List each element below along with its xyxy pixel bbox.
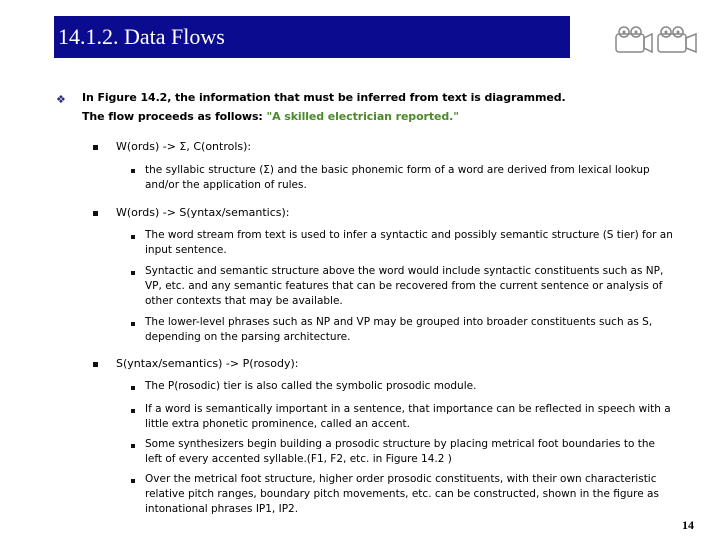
list-item: The word stream from text is used to infer a syntactic and possibly semantic structure (S tier) for an input sentence.: [145, 229, 673, 256]
square-bullet-icon: [131, 386, 135, 390]
intro-line-2-text: The flow proceeds as follows:: [82, 110, 267, 123]
list-item: Over the metrical foot structure, higher order prosodic constituents, with their own characteristic relative pitch ranges, boundary pitch movements, etc. can be constructed, shown in the figure as intonational phrases IP1, IP2.: [145, 473, 659, 515]
square-bullet-icon: [131, 235, 135, 239]
intro-line-2: [82, 110, 459, 123]
square-bullet-icon: [93, 145, 98, 150]
list-item: Some synthesizers begin building a prosodic structure by placing metrical foot boundaries to the left of every accented syllable.(F1, F2, etc. in Figure 14.2 ): [145, 438, 655, 465]
intro-line-1: In Figure 14.2, the information that must be inferred from text is diagrammed.: [82, 91, 566, 104]
section-heading: S(yntax/semantics) -> P(rosody):: [116, 357, 299, 370]
section-heading: W(ords) -> Σ, C(ontrols):: [116, 140, 252, 153]
square-bullet-icon: [131, 271, 135, 275]
list-item: The lower-level phrases such as NP and VP may be grouped into broader constituents such as S, depending on the parsing architecture.: [145, 316, 653, 343]
square-bullet-icon: [93, 211, 98, 216]
square-bullet-icon: [131, 169, 135, 173]
list-item: the syllabic structure (Σ) and the basic phonemic form of a word are derived from lexical lookup and/or the application of rules.: [145, 164, 650, 191]
square-bullet-icon: [131, 444, 135, 448]
list-item: Syntactic and semantic structure above the word would include syntactic constituents such as NP, VP, etc. and any semantic features that can be recovered from the current sentence or analysis of other contexts that may be available.: [145, 265, 664, 307]
diamond-bullet-icon: ❖: [56, 93, 66, 106]
list-item: If a word is semantically important in a sentence, that importance can be reflected in speech with a little extra phonetic prominence, called an accent.: [145, 403, 671, 430]
intro-quote: "A skilled electrician reported.": [266, 110, 459, 123]
list-item: The P(rosodic) tier is also called the symbolic prosodic module.: [145, 380, 477, 392]
page-number: 14: [682, 518, 694, 532]
slide-title: 14.1.2. Data Flows: [58, 24, 225, 49]
section-heading: W(ords) -> S(yntax/semantics):: [116, 206, 290, 219]
square-bullet-icon: [131, 409, 135, 413]
square-bullet-icon: [131, 479, 135, 483]
square-bullet-icon: [131, 322, 135, 326]
square-bullet-icon: [93, 362, 98, 367]
